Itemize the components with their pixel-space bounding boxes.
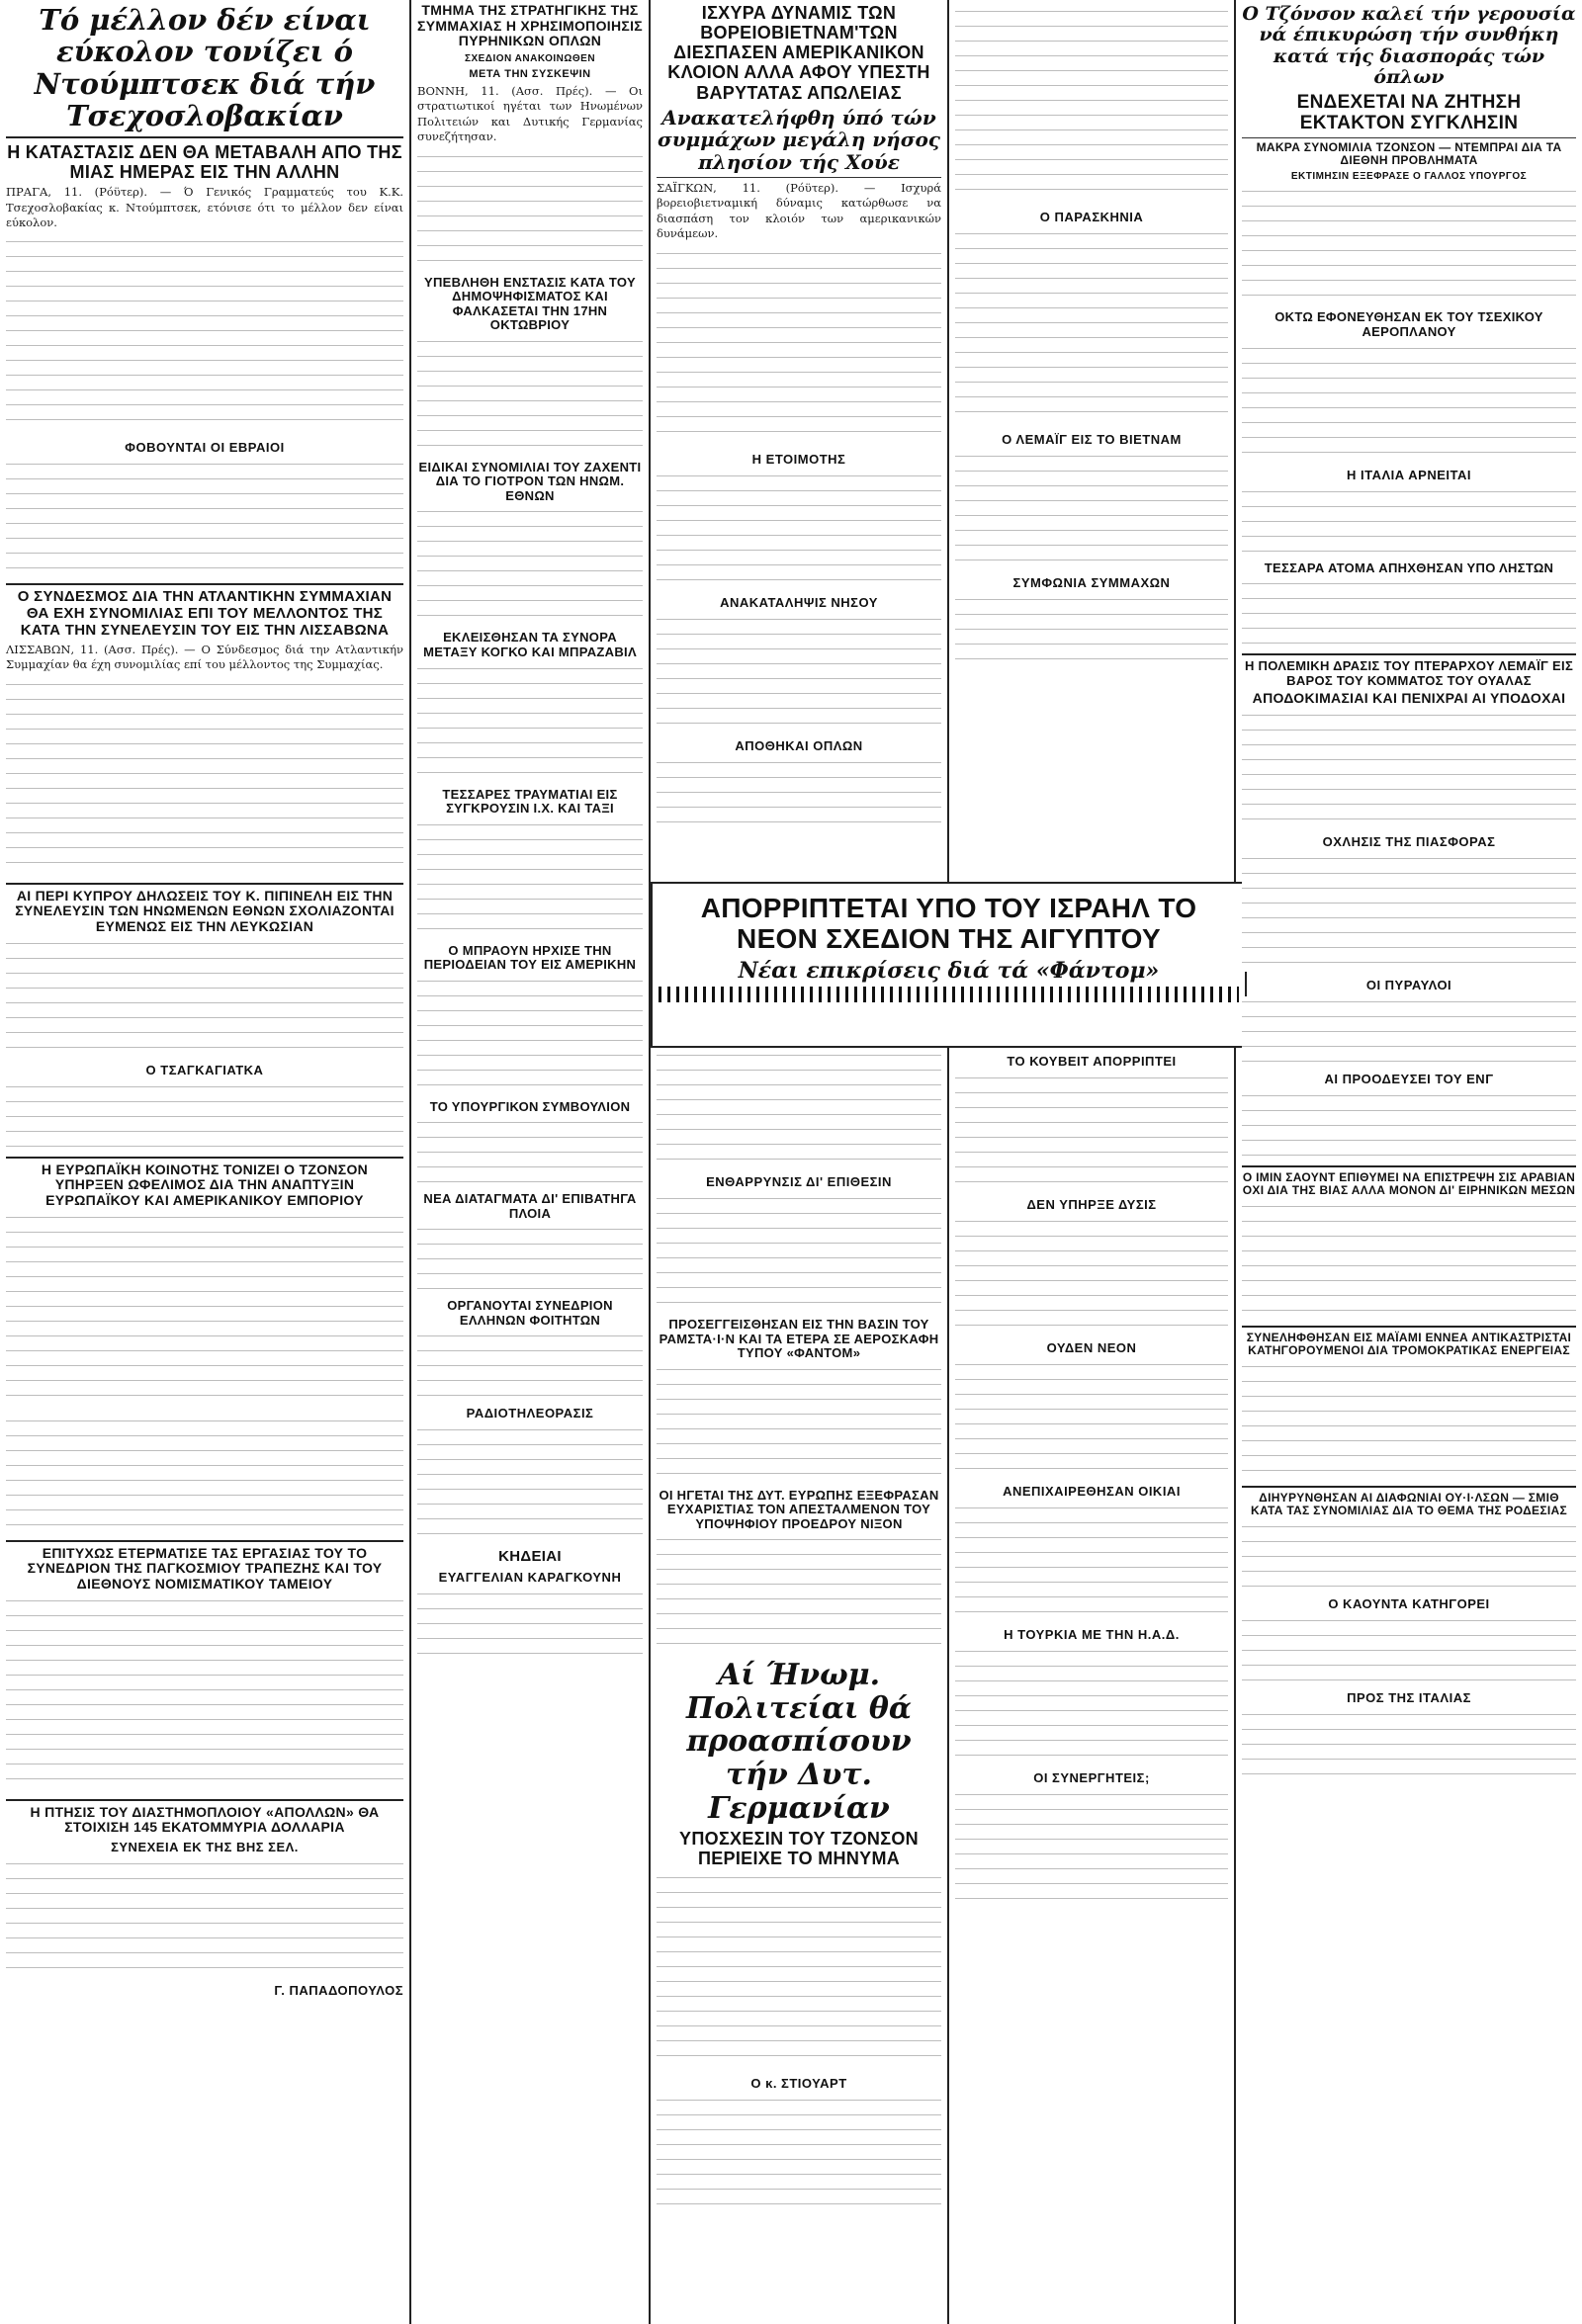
headline-nuclear-strategy: ΤΜΗΜΑ ΤΗΣ ΣΤΡΑΤΗΓΙΚΗΣ ΤΗΣ ΣΥΜΜΑΧΙΑΣ Η ΧΡΗΣΙΜΟΠΟΙΗΣΙΣ ΠΥΡΗΝΙΚΩΝ ΟΠΛΩΝ [417, 2, 643, 49]
headline-apollo: Η ΠΤΗΣΙΣ ΤΟΥ ΔΙΑΣΤΗΜΟΠΛΟΙΟΥ «ΑΠΟΛΛΩΝ» ΘΑ ΣΤΟΙΧΙΣΗ 145 ΕΚΑΤΟΜΜΥΡΙΑ ΔΟΛΛΑΡΙΑ [30, 1803, 380, 1836]
section-subhead: ΠΡΟΣ ΤΗΣ ΙΤΑΛΙΑΣ [1347, 1689, 1471, 1705]
section-subhead: ΟΧΛΗΣΙΣ ΤΗΣ ΠΙΑΣΦΟΡΑΣ [1322, 833, 1496, 849]
body-text-block [657, 1193, 941, 1312]
headline-students: ΟΡΓΑΝΟΥΤΑΙ ΣΥΝΕΔΡΙΟΝ ΕΛΛΗΝΩΝ ΦΟΙΤΗΤΩΝ [447, 1298, 613, 1328]
body-text-block [6, 1858, 403, 1977]
subhead-special-session: ΕΝΔΕΧΕΤΑΙ ΝΑ ΖΗΤΗΣΗ ΕΚΤΑΚΤΟΝ ΣΥΓΚΛΗΣΙΝ [1296, 92, 1522, 134]
headline-european-community: Η ΕΥΡΩΠΑΪΚΗ ΚΟΙΝΟΤΗΣ ΤΟΝΙΖΕΙ Ο ΤΖΟΝΣΟΝ ΥΠΗΡΞΕΝ ΩΦΕΛΙΜΟΣ ΔΙΑ ΤΗΝ ΑΝΑΠΤΥΞΙΝ ΕΥΡΩΠΑΪΚΟΥ ΚΑΙ ΑΜΕΡΙΚΑΝΙΚΟΥ ΕΜΠΟΡΙΟΥ [41, 1161, 369, 1208]
headline-israel: ΑΠΟΡΡΙΠΤΕΤΑΙ ΥΠΟ ΤΟΥ ΙΣΡΑΗΛ ΤΟ ΝΕΟΝ ΣΧΕΔΙΟΝ ΤΗΣ ΑΙΓΥΠΤΟΥ [700, 893, 1197, 955]
body-text-block [657, 757, 941, 826]
headline-kidnapped: ΤΕΣΣΑΡΑ ΑΤΟΜΑ ΑΠΗΧΘΗΣΑΝ ΥΠΟ ΛΗΣΤΩΝ [1264, 559, 1554, 575]
body-text-block [657, 1534, 941, 1653]
column-3-bottom [651, 1050, 947, 2324]
headline-rhodesia: ΔΙΗΥΡΥΝΘΗΣΑΝ ΑΙ ΔΙΑΦΩΝΙΑΙ ΟΥ·Ι·ΛΣΩΝ — ΣΜΙΘ ΚΑΤΑ ΤΑΣ ΣΥΝΟΜΙΛΙΑΣ ΔΙΑ ΤΟ ΘΕΜΑ ΤΗΣ ΡΟΔΕΣΙΑΣ [1251, 1490, 1567, 1518]
body-text-block [6, 459, 403, 577]
headline-ships: ΝΕΑ ΔΙΑΤΑΓΜΑΤΑ ΔΙ' ΕΠΙΒΑΤΗΓΑ ΠΛΟΙΑ [423, 1191, 637, 1221]
body-text-block [1242, 1615, 1576, 1684]
body-text-block [6, 1081, 403, 1151]
body-text-block [955, 6, 1228, 204]
body-text-block [955, 228, 1228, 426]
headline-johnson-treaty: Ο Τζόνσον καλεί τήν γερουσία νά έπικυρώση τήν συνθήκη κατά τής διασποράς τών όπλων [1242, 3, 1576, 88]
section-subhead: ΕΚΤΙΜΗΣΙΝ ΕΞΕΦΡΑΣΕ Ο ΓΑΛΛΟΣ ΥΠΟΥΡΓΟΣ [1290, 171, 1528, 183]
body-text-block [417, 1424, 643, 1543]
body-text-block [417, 976, 643, 1094]
body-text-block [6, 1595, 403, 1793]
body-text-block [1242, 1361, 1576, 1480]
body-text-block [1242, 578, 1576, 647]
section-subhead: ΕΝΘΑΡΡΥΝΣΙΣ ΔΙ' ΕΠΙΘΕΣΙΝ [706, 1174, 892, 1189]
headline-ramstein: ΠΡΟΣΕΓΓΕΙΣΘΗΣΑΝ ΕΙΣ ΤΗΝ ΒΑΣΙΝ ΤΟΥ ΡΑΜΣΤΑ·Ι·Ν ΚΑΙ ΤΑ ΕΤΕΡΑ ΣΕ ΑΕΡΟΣΚΑΦΗ ΤΥΠΟΥ «ΦΑΝΤΟΜ» [659, 1317, 939, 1361]
body-text-block [417, 336, 643, 455]
body-text-block [1242, 486, 1576, 556]
body-text-block [6, 1212, 403, 1410]
body-text-block [1242, 1201, 1576, 1320]
meander-ornament [659, 987, 1239, 1002]
body-text-block [657, 471, 941, 589]
section-subhead: Ο ΠΑΡΑΣΚΗΝΙΑ [1039, 210, 1144, 224]
headline-germany: Αί Ήνωμ. Πολιτείαι θά προασπίσουν τήν Δυτ. Γερμανίαν [686, 1658, 912, 1826]
column-2 [411, 0, 649, 2324]
section-subhead: Η ΕΤΟΙΜΟΤΗΣ [751, 451, 846, 467]
body-text-block [1242, 853, 1576, 972]
signature: Γ. ΠΑΠΑΔΟΠΟΥΛΟΣ [274, 1983, 403, 1998]
section-subhead: ΦΟΒΟΥΝΤΑΙ ΟΙ ΕΒΡΑΙΟΙ [125, 440, 285, 456]
body-text-block [657, 2095, 941, 2213]
body-text-block [1242, 186, 1576, 304]
body-text-block [417, 1589, 643, 1658]
section-subhead: ΤΟ ΚΟΥΒΕΙΤ ΑΠΟΡΡΙΠΤΕΙ [1007, 1054, 1177, 1069]
headline-zahedi: ΕΙΔΙΚΑΙ ΣΥΝΟΜΙΛΙΑΙ ΤΟΥ ΖΑΧΕΝΤΙ ΔΙΑ ΤΟ ΓΙΟΤΡΟΝ ΤΩΝ ΗΝΩΜ. ΕΘΝΩΝ [418, 459, 642, 503]
column-1 [0, 0, 409, 2324]
section-subhead: Ο ΛΕΜΑΪΓ ΕΙΣ ΤΟ ΒΙΕΤΝΑΜ [1002, 432, 1182, 447]
headline-collision: ΤΕΣΣΑΡΕΣ ΤΡΑΥΜΑΤΙΑΙ ΕΙΣ ΣΥΓΚΡΟΥΣΙΝ Ι.Χ. ΚΑΙ ΤΑΞΙ [442, 786, 618, 817]
body-text-block [1242, 996, 1576, 1066]
section-subhead: ΑΠΟΘΗΚΑΙ ΟΠΛΩΝ [735, 737, 863, 753]
section-subhead: Ο ΤΣΑΓΚΑΓΙΑΤΚΑ [145, 1062, 264, 1077]
body-text-block [955, 594, 1228, 663]
body-text-block [1242, 1709, 1576, 1778]
headline-cabinet: ΤΟ ΥΠΟΥΡΓΙΚΟΝ ΣΥΜΒΟΥΛΙΟΝ [429, 1098, 631, 1114]
banner-israel [651, 882, 1247, 1048]
column-4-bottom [949, 1050, 1234, 2324]
body-text-block [657, 614, 941, 732]
section-subhead: Ο ΚΑΟΥΝΤΑ ΚΑΤΗΓΟΡΕΙ [1328, 1595, 1490, 1611]
section-subhead: ΜΕΤΑ ΤΗΝ ΣΥΣΚΕΨΙΝ [469, 68, 591, 81]
body-text-block [657, 248, 941, 446]
section-subhead: ΔΕΝ ΥΠΗΡΞΕ ΔΥΣΙΣ [1026, 1197, 1157, 1212]
article-text: ΛΙΣΣΑΒΩΝ, 11. (Ασσ. Πρές). — Ο Σύνδεσμος διά την Ατλαντικήν Συμμαχίαν θα έχη συνομιλίας επί του μέλλοντος της Συμμαχίας. [6, 642, 403, 672]
section-subhead: ΟΙ ΣΥΝΕΡΓΗΤΕΙΣ; [1033, 1770, 1150, 1785]
body-text-block [955, 1646, 1228, 1765]
body-text-block [6, 679, 403, 877]
section-subhead: ΣΧΕΔΙΟΝ ΑΝΑΚΟΙΝΩΘΕΝ [464, 53, 596, 65]
headline-lemay: Η ΠΟΛΕΜΙΚΗ ΔΡΑΣΙΣ ΤΟΥ ΠΤΕΡΑΡΧΟΥ ΛΕΜΑΪΓ ΕΙΣ ΒΑΡΟΣ ΤΟΥ ΚΟΜΜΑΤΟΣ ΤΟΥ ΟΥΑΛΑΣ [1244, 658, 1574, 688]
section-subhead: Ο κ. ΣΤΙΟΥΑΡΤ [750, 2075, 847, 2091]
body-text-block [657, 1872, 941, 2070]
body-text-block [955, 1789, 1228, 1908]
article-text: ΒΟΝΝΗ, 11. (Ασσ. Πρές). — Οι στρατιωτικοί ηγέται των Ηνωμένων Πολιτειών και Δυτικής Γερμανίας συνεζήτησαν. [417, 84, 643, 144]
body-text-block [6, 236, 403, 434]
section-subhead: Η ΙΤΑΛΙΑ ΑΡΝΕΙΤΑΙ [1347, 467, 1471, 482]
continued-note: ΣΥΝΕΧΕΙΑ ΕΚ ΤΗΣ ΒΗΣ ΣΕΛ. [111, 1840, 299, 1854]
body-text-block [6, 938, 403, 1057]
subhead-dubcek: Η ΚΑΤΑΣΤΑΣΙΣ ΔΕΝ ΘΑ ΜΕΤΑΒΑΛΗ ΑΠΟ ΤΗΣ ΜΙΑΣ ΗΜΕΡΑΣ ΕΙΣ ΤΗΝ ΑΛΛΗΝ [7, 141, 402, 183]
column-5 [1236, 0, 1582, 2324]
headline-brown: Ο ΜΠΡΑΟΥΝ ΗΡΧΙΣΕ ΤΗΝ ΠΕΡΙΟΔΕΙΑΝ ΤΟΥ ΕΙΣ ΑΜΕΡΙΚΗΝ [423, 942, 637, 973]
body-text-block [955, 1503, 1228, 1621]
headline-funerals: ΚΗΔΕΙΑΙ [498, 1548, 562, 1566]
body-text-block [657, 1364, 941, 1483]
section-subhead: ΑΝΕΠΙΧΑΙΡΕΘΗΣΑΝ ΟΙΚΙΑΙ [1003, 1484, 1181, 1499]
article-text: ΣΑΪΓΚΩΝ, 11. (Ρόϋτερ). — Ισχυρά βορειοβιετναμική δύναμις κατώρθωσε να διασπάση τον κλοιόν των αμερικανικών δυνάμεων. [657, 180, 941, 241]
body-text-block [417, 663, 643, 782]
headline-nixon: ΟΙ ΗΓΕΤΑΙ ΤΗΣ ΔΥΤ. ΕΥΡΩΠΗΣ ΕΞΕΦΡΑΣΑΝ ΕΥΧΑΡΙΣΤΙΑΣ ΤΟΝ ΑΠΕΣΤΑΛΜΕΝΟΝ ΤΟΥ ΥΠΟΨΗΦΙΟΥ ΠΡΟΕΔΡΟΥ ΝΙΞΟΝ [659, 1487, 939, 1531]
section-subhead: ΑΝΑΚΑΤΑΛΗΨΙΣ ΝΗΣΟΥ [720, 594, 878, 610]
body-text-block [417, 506, 643, 625]
headline-czech-plane: ΟΚΤΩ ΕΦΟΝΕΥΘΗΣΑΝ ΕΚ ΤΟΥ ΤΣΕΧΙΚΟΥ ΑΕΡΟΠΛΑΝΟΥ [1274, 309, 1543, 340]
section-subhead: ΕΥΑΓΓΕΛΙΑΝ ΚΑΡΑΓΚΟΥΝΗ [438, 1570, 622, 1586]
body-text-block [417, 1224, 643, 1293]
headline-cyprus: ΑΙ ΠΕΡΙ ΚΥΠΡΟΥ ΔΗΛΩΣΕΙΣ ΤΟΥ Κ. ΠΙΠΙΝΕΛΗ ΕΙΣ ΤΗΝ ΣΥΝΕΛΕΥΣΙΝ ΤΩΝ ΗΝΩΜΕΝΩΝ ΕΘΝΩΝ ΣΧΟΛΙΑΖΟΝΤΑΙ ΕΥΜΕΝΩΣ ΕΙΣ ΤΗΝ ΛΕΥΚΩΣΙΑΝ [15, 887, 395, 934]
headline-dubcek: Τό μέλλον δέν είναι εύκολον τονίζει ό Ντούμπτσεκ διά τήν Τσεχοσλοβακίαν [34, 3, 376, 133]
section-subhead: ΡΑΔΙΟΤΗΛΕΟΡΑΣΙΣ [466, 1406, 594, 1421]
body-text-block [6, 1416, 403, 1534]
body-text-block [955, 451, 1228, 569]
subhead-lemay: ΑΠΟΔΟΚΙΜΑΣΙΑΙ ΚΑΙ ΠΕΝΙΧΡΑΙ ΑΙ ΥΠΟΔΟΧΑΙ [1252, 690, 1566, 707]
body-text-block [955, 1073, 1228, 1191]
column-4-top [949, 0, 1234, 880]
headline-miami: ΣΥΝΕΛΗΦΘΗΣΑΝ ΕΙΣ ΜΑΪΑΜΙ ΕΝΝΕΑ ΑΝΤΙΚΑΣΤΡΙΣΤΑΙ ΚΑΤΗΓΟΡΟΥΜΕΝΟΙ ΔΙΑ ΤΡΟΜΟΚΡΑΤΙΚΑΣ ΕΝΕΡΓΕΙΑΣ [1246, 1330, 1572, 1358]
subhead-johnson-promise: ΥΠΟΣΧΕΣΙΝ ΤΟΥ ΤΖΟΝΣΟΝ ΠΕΡΙΕΙΧΕ ΤΟ ΜΗΝΥΜΑ [679, 1829, 919, 1869]
body-text-block [1242, 343, 1576, 462]
body-text-block [417, 151, 643, 270]
headline-vietnam: ΙΣΧΥΡΑ ΔΥΝΑΜΙΣ ΤΩΝ ΒΟΡΕΙΟΒΙΕΤΝΑΜ'ΤΩΝ ΔΙΕΣΠΑΣΕΝ ΑΜΕΡΙΚΑΝΙΚΟΝ ΚΛΟΙΟΝ ΑΛΛΑ ΑΦΟΥ ΥΠΕΣΤΗ ΒΑΡΥΤΑΤΑΣ ΑΠΩΛΕΙΑΣ [667, 3, 930, 103]
headline-debre: ΜΑΚΡΑ ΣΥΝΟΜΙΛΙΑ ΤΖΟΝΣΟΝ — ΝΤΕΜΠΡΑΙ ΔΙΑ ΤΑ ΔΙΕΘΝΗ ΠΡΟΒΛΗΜΑΤΑ [1256, 139, 1562, 168]
body-text-block [1242, 710, 1576, 828]
headline-world-bank: ΕΠΙΤΥΧΩΣ ΕΤΕΡΜΑΤΙΣΕ ΤΑΣ ΕΡΓΑΣΙΑΣ ΤΟΥ ΤΟ ΣΥΝΕΔΡΙΟΝ ΤΗΣ ΠΑΓΚΟΣΜΙΟΥ ΤΡΑΠΕΖΗΣ ΚΑΙ ΤΟΥ ΔΙΕΘΝΟΥΣ ΝΟΜΙΣΜΑΤΙΚΟΥ ΤΑΜΕΙΟΥ [27, 1544, 383, 1592]
subhead-phantom: Νέαι επικρίσεις διά τά «Φάντομ» [738, 957, 1160, 984]
column-3-top [651, 0, 947, 880]
body-text-block [955, 1216, 1228, 1334]
article-text: ΠΡΑΓΑ, 11. (Ρόϋτερ). — Ό Γενικός Γραμματεύς του Κ.Κ. Τσεχοσλοβακίας κ. Ντούμπτσεκ, ετόνισε ότι το μέλλον δεν είναι εύκολον. [6, 185, 403, 229]
body-text-block [955, 1359, 1228, 1478]
subhead-vietnam: Ανακατελήφθη ύπό τών συμμάχων μεγάλη νήσος πλησίον τής Χούε [658, 105, 940, 174]
headline-imin-saud: Ο ΙΜΙΝ ΣΑΟΥΝΤ ΕΠΙΘΥΜΕΙ ΝΑ ΕΠΙΣΤΡΕΨΗ ΣΙΣ ΑΡΑΒΙΑΝ ΟΧΙ ΔΙΑ ΤΗΣ ΒΙΑΣ ΑΛΛΑ ΜΟΝΟΝ ΔΙ' ΕΙΡΗΝΙΚΩΝ ΜΕΣΩΝ [1242, 1169, 1576, 1198]
headline-nato: Ο ΣΥΝΔΕΣΜΟΣ ΔΙΑ ΤΗΝ ΑΤΛΑΝΤΙΚΗΝ ΣΥΜΜΑΧΙΑΝ ΘΑ ΕΧΗ ΣΥΝΟΜΙΛΙΑΣ ΕΠΙ ΤΟΥ ΜΕΛΛΟΝΤΟΣ ΤΗΣ ΚΑΤΑ ΤΗΝ ΣΥΝΕΛΕΥΣΙΝ ΤΟΥ ΕΙΣ ΤΗΝ ΛΙΣΣΑΒΩΝΑ [17, 588, 393, 639]
headline-congo: ΕΚΛΕΙΣΘΗΣΑΝ ΤΑ ΣΥΝΟΡΑ ΜΕΤΑΞΥ ΚΟΓΚΟ ΚΑΙ ΜΠΡΑΖΑΒΙΛ [423, 630, 637, 660]
section-subhead: ΣΥΜΦΩΝΙΑ ΣΥΜΜΑΧΩΝ [1012, 575, 1171, 590]
body-text-block [417, 1117, 643, 1186]
section-subhead: ΑΙ ΠΡΟΟΔΕΥΣΕΙ ΤΟΥ ΕΝΓ [1324, 1071, 1494, 1086]
headline-referendum: ΥΠΕΒΛΗΘΗ ΕΝΣΤΑΣΙΣ ΚΑΤΑ ΤΟΥ ΔΗΜΟΨΗΦΙΣΜΑΤΟΣ ΚΑΙ ΦΑΛΚΑΣΕΤΑΙ ΤΗΝ 17ΗΝ ΟΚΤΩΒΡΙΟΥ [424, 274, 636, 333]
body-text-block [1242, 1521, 1576, 1591]
body-text-block [1242, 1090, 1576, 1160]
body-text-block [417, 1331, 643, 1400]
section-subhead: ΟΙ ΠΥΡΑΥΛΟΙ [1365, 977, 1452, 992]
body-text-block [657, 1050, 941, 1168]
section-subhead: ΟΥΔΕΝ ΝΕΟΝ [1046, 1340, 1137, 1355]
body-text-block [417, 819, 643, 938]
section-subhead: Η ΤΟΥΡΚΙΑ ΜΕ ΤΗΝ Η.Α.Δ. [1004, 1627, 1180, 1642]
